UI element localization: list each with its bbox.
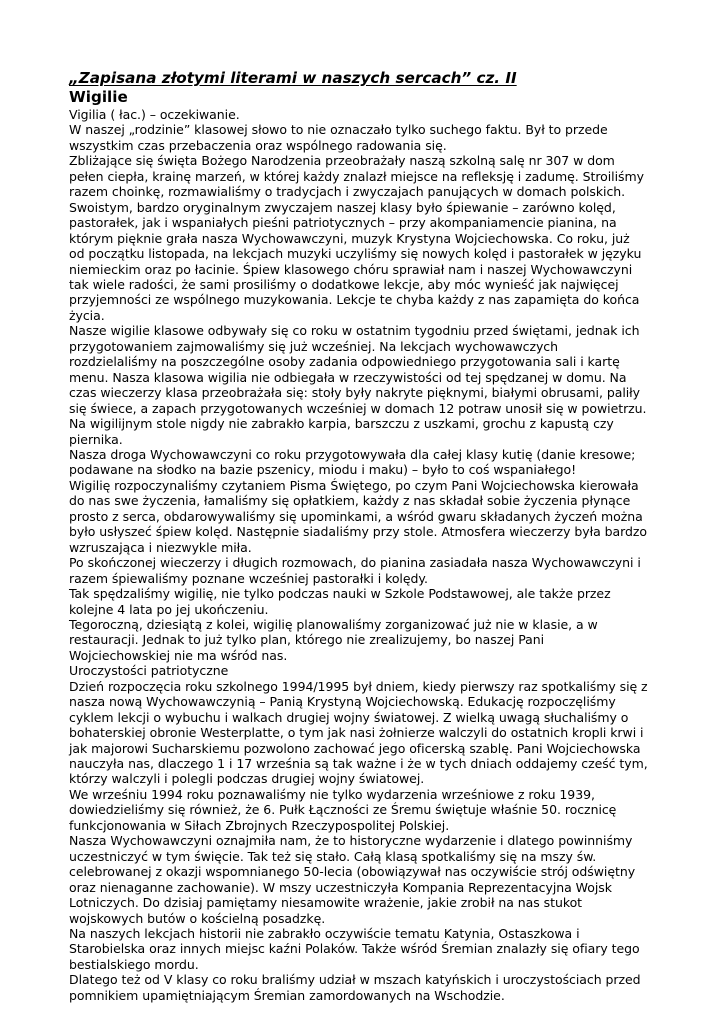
paragraph: Tak spędzaliśmy wigilię, nie tylko podczas nauki w Szkole Podstawowej, ale także przez kolejne 4 lata po jej ukończeniu.	[69, 586, 611, 617]
paragraph: Dzień rozpoczęcia roku szkolnego 1994/1995 był dniem, kiedy pierwszy raz spotkaliśmy się z nasza nową Wychowawczynią – Panią Krystyną Wojciechowską. Edukację rozpoczęliśmy cyklem lekcji o wybuchu i walkach drugiej wojny światowej. Z wielką uwagą słuchaliśmy o bohaterskiej obronie Westerplatte, o tym jak nasi żołnierze walczyli do ostatnich kropli krwi i jak majorowi Sucharskiemu pozwolono zachować jego oficerską szablę. Pani Wojciechowska nauczyła nas, dlaczego 1 i 17 września są tak ważne i że w tych dniach oddajemy cześć tym, którzy walczyli i polegli podczas drugiej wojny światowej.	[69, 678, 648, 787]
paragraph: Na naszych lekcjach historii nie zabrakło oczywiście tematu Katynia, Ostaszkowa i Starobielska oraz innych miejsc kaźni Polaków. Także wśród Śremian znalazły się ofiary tego bestialskiego mordu.	[69, 926, 640, 972]
paragraph: Nasze wigilie klasowe odbywały się co roku w ostatnim tygodniu przed świętami, jednak ich przygotowaniem zajmowaliśmy się już wcześniej. Na lekcjach wychowawczych rozdzielaliśmy na poszczególne osoby zadania odpowiedniego przygotowania sali i kartę menu. Nasza klasowa wigilia nie odbiegała w rzeczywistości od tej spędzanej w domu. Na czas wieczerzy klasa przeobrażała się: stoły były nakryte pięknymi, białymi obrusami, paliły się świece, a zapach przygotowanych wcześniej w domach 12 potraw unosił się w powietrzu. Na wigilijnym stole nigdy nie zabrakło karpia, barszczu z uszkami, grochu z kapustą czy piernika.	[69, 323, 647, 447]
paragraph: We wrześniu 1994 roku poznawaliśmy nie tylko wydarzenia wrześniowe z roku 1939, dowiedzieliśmy się również, że 6. Pułk Łączności ze Śremu świętuje właśnie 50. rocznicę funkcjonowania w Siłach Zbrojnych Rzeczypospolitej Polskiej.	[69, 786, 617, 833]
paragraph: Po skończonej wieczerzy i długich rozmowach, do pianina zasiadała nasza Wychowawczyni i razem śpiewaliśmy poznane wcześniej pastorałki i kolędy.	[69, 555, 641, 586]
paragraph: Tegoroczną, dziesiątą z kolei, wigilię planowaliśmy zorganizować już nie w klasie, a w restauracji. Jednak to już tylko plan, którego nie zrealizujemy, bo naszej Pani Wojciechowskiej nie ma wśród nas.	[69, 616, 598, 663]
paragraph: Zbliżające się święta Bożego Narodzenia przeobrażały naszą szkolną salę nr 307 w dom pełen ciepła, krainę marzeń, w której każdy znalazł miejsce na refleksję i zadumę. Stroiliśmy razem choinkę, rozmawialiśmy o tradycjach i zwyczajach panujących w domach polskich.	[69, 153, 644, 200]
paragraph: Swoistym, bardzo oryginalnym zwyczajem naszej klasy było śpiewanie – zarówno kolęd, pastorałek, jak i wspaniałych pieśni patriotycznych – przy akompaniamencie pianina, na którym pięknie grała nasza Wychowawczyni, muzyk Krystyna Wojciechowska. Co roku, już od początku listopada, na lekcjach muzyki uczyliśmy się nowych kolęd i pastorałek w języku niemieckim oraz po łacinie. Śpiew klasowego chóru sprawiał nam i naszej Wychowawczyni tak wiele radości, że sami prosiliśmy o dodatkowe lekcje, aby móc wynieść jak najwięcej przyjemności ze wspólnego muzykowania. Lekcje te chyba każdy z nas zapamięta do końca życia.	[69, 199, 642, 323]
section-heading-uroczystosci: Uroczystości patriotyczne	[69, 663, 229, 679]
paragraph: Dlatego też od V klasy co roku braliśmy udział w mszach katyńskich i uroczystościach przed pomnikiem upamiętniającym Śremian zamordowanych na Wschodzie.	[69, 972, 641, 1003]
document-title: „Zapisana złotymi literami w naszych sercach” cz. II	[69, 69, 517, 87]
paragraph: Wigilię rozpoczynaliśmy czytaniem Pisma Świętego, po czym Pani Wojciechowska kierowała do nas swe życzenia, łamaliśmy się opłatkiem, każdy z nas składał sobie życzenia płynące prosto z serca, obdarowywaliśmy się upominkami, a wśród gwaru składanych życzeń można było usłyszeć śpiew kolęd. Następnie siadaliśmy przy stole. Atmosfera wieczerzy była bardzo wzruszająca i niezwykle miła.	[69, 477, 647, 555]
paragraph: W naszej „rodzinie” klasowej słowo to nie oznaczało tylko suchego faktu. Był to przede wszystkim czas przebaczenia oraz wspólnego radowania się.	[69, 122, 608, 153]
paragraph: Nasza droga Wychowawczyni co roku przygotowywała dla całej klasy kutię (danie kresowe; podawane na słodko na bazie pszenicy, miodu i maku) – było to coś wspaniałego!	[69, 446, 636, 478]
section-heading-wigilie: Wigilie	[69, 88, 128, 106]
document-page	[69, 68, 649, 1003]
paragraph: Vigilia ( łac.) – oczekiwanie.	[69, 107, 240, 122]
paragraph: Nasza Wychowawczyni oznajmiła nam, że to historyczne wydarzenie i dlatego powinniśmy uczestniczyć w tym święcie. Tak też się stało. Całą klasą spotkaliśmy się na mszy św. celebrowanej z okazji wspomnianego 50-lecia (obowiązywał nas oczywiście strój odświętny oraz nienaganne zachowanie). W mszy uczestniczyła Kompania Reprezentacyjna Wojsk Lotniczych. Do dzisiaj pamiętamy niesamowite wrażenie, jakie zrobił na nas stukot wojskowych butów o kościelną posadzkę.	[69, 833, 636, 926]
